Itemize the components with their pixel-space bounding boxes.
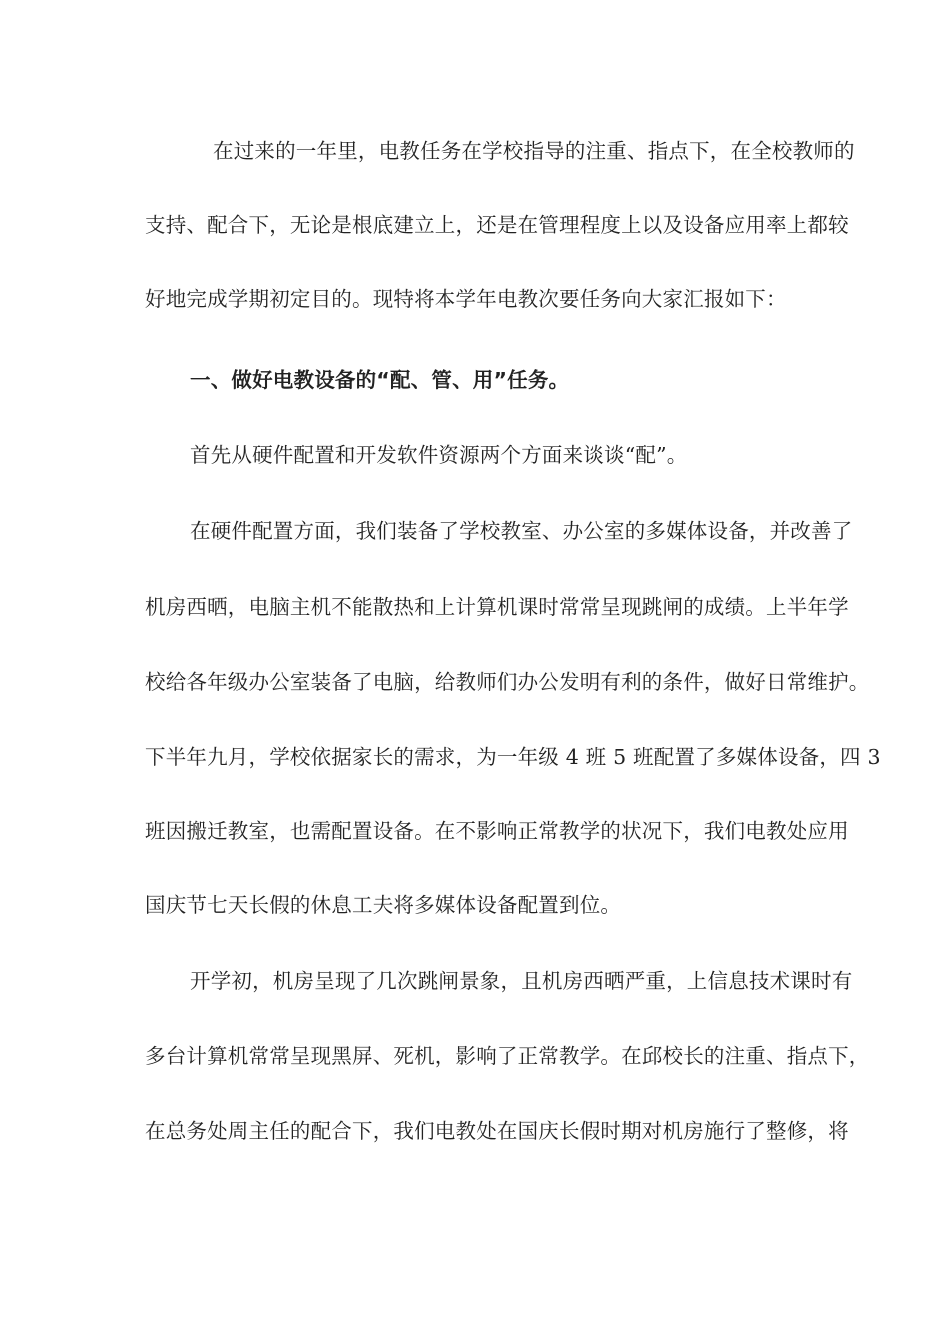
- paragraph-4-line-1: 开学初，机房呈现了几次跳闸景象，且机房西晒严重，上信息技术课时有: [190, 969, 853, 993]
- paragraph-3-line-3: 校给各年级办公室装备了电脑，给教师们办公发明有利的条件，做好日常维护。: [145, 670, 870, 694]
- section-heading-1: 一、做好电教设备的“配、管、用”任务。: [190, 368, 570, 392]
- paragraph-1-line-2: 支持、配合下，无论是根底建立上，还是在管理程度上以及设备应用率上都较: [145, 213, 849, 237]
- paragraph-1-line-1: 在过来的一年里，电教任务在学校指导的注重、指点下，在全校教师的: [213, 139, 855, 163]
- paragraph-3-line-6: 国庆节七天长假的休息工夫将多媒体设备配置到位。: [145, 893, 622, 917]
- paragraph-3-line-1: 在硬件配置方面，我们装备了学校教室、办公室的多媒体设备，并改善了: [190, 519, 853, 543]
- paragraph-2-line-1: 首先从硬件配置和开发软件资源两个方面来谈谈“配”。: [190, 443, 688, 467]
- paragraph-4-line-3: 在总务处周主任的配合下，我们电教处在国庆长假时期对机房施行了整修，将: [145, 1119, 849, 1143]
- paragraph-3-line-4: 下半年九月，学校依据家长的需求，为一年级 4 班 5 班配置了多媒体设备，四 3: [145, 745, 881, 769]
- paragraph-1-line-3: 好地完成学期初定目的。现特将本学年电教次要任务向大家汇报如下：: [145, 287, 787, 311]
- paragraph-3-line-2: 机房西晒，电脑主机不能散热和上计算机课时常常呈现跳闸的成绩。上半年学: [145, 595, 849, 619]
- paragraph-4-line-2: 多台计算机常常呈现黑屏、死机，影响了正常教学。在邱校长的注重、指点下，: [145, 1044, 870, 1068]
- paragraph-3-line-5: 班因搬迁教室，也需配置设备。在不影响正常教学的状况下，我们电教处应用: [145, 819, 849, 843]
